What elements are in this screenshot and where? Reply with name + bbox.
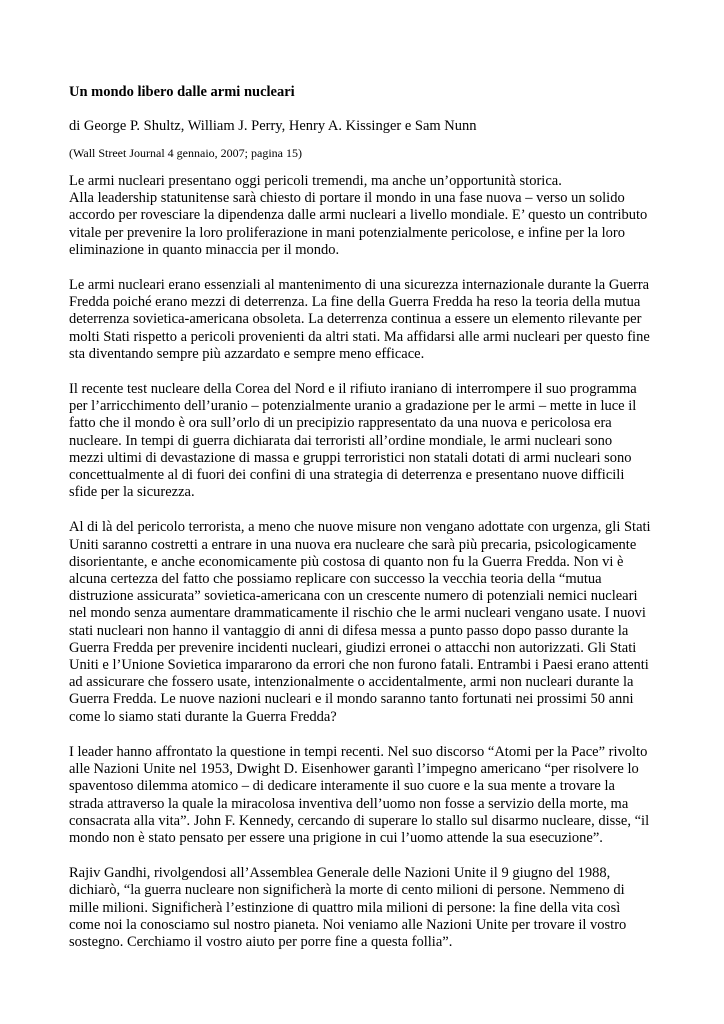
paragraph-line: Le armi nucleari presentano oggi pericoli tremendi, ma anche un’opportunità storica. — [69, 173, 562, 189]
paragraph-line: fatto che il mondo è ora sull’orlo di un precipizio rappresentato da una nuova e pericolosa era — [69, 415, 612, 432]
document-authors: di George P. Shultz, William J. Perry, Henry A. Kissinger e Sam Nunn — [69, 118, 477, 134]
paragraph-line: spaventoso dilemma atomico – di dedicare interamente il suo cuore e la sua mente a trovare la — [69, 778, 615, 795]
paragraph-line: consacrata alla vita”. John F. Kennedy, cercando di superare lo stallo sul disarmo nucleare, disse, “il — [69, 812, 650, 829]
paragraph-line: Guerra Fredda. Le nuove nazioni nucleari e il mondo saranno tanto fortunati nei prossimi 50 anni — [69, 691, 634, 708]
paragraph-line: Il recente test nucleare della Corea del Nord e il rifiuto iraniano di interrompere il suo programma — [69, 381, 637, 398]
paragraph-line: come noi la conosciamo sul nostro pianeta. Noi veniamo alle Nazioni Unite per trovare il vostro — [69, 916, 627, 933]
paragraph-line: nucleare. In tempi di guerra dichiarata dai terroristi all’ordine mondiale, le armi nucleari sono — [69, 432, 613, 449]
paragraph — [69, 277, 669, 363]
paragraph-line: deterrenza sovietica-americana obsoleta. La deterrenza continua a essere un elemento rilevante per — [69, 311, 642, 328]
paragraph-line: Uniti saranno costretti a entrare in una nuova era nucleare che sarà più precaria, psicologicamente — [69, 536, 637, 553]
document-title: Un mondo libero dalle armi nucleari — [69, 84, 295, 100]
paragraph-line: alle Nazioni Unite nel 1953, Dwight D. Eisenhower garantì l’impegno americano “per risolvere lo — [69, 761, 639, 778]
paragraph-line: alcuna certezza del fatto che possiamo replicare con successo la vecchia teoria della “mutua — [69, 571, 602, 588]
document-source: (Wall Street Journal 4 gennaio, 2007; pagina 15) — [69, 146, 302, 160]
paragraph-line: Le armi nucleari erano essenziali al mantenimento di una sicurezza internazionale durante la Guerra — [69, 277, 650, 294]
paragraph — [69, 381, 669, 501]
paragraph — [69, 865, 669, 951]
paragraph-line: mezzi ultimi di devastazione di massa e gruppi terroristici non statali dotati di armi nucleari sono — [69, 449, 632, 466]
paragraph-line: molti Stati rispetto a pericoli provenienti da altri stati. Ma affidarsi alle armi nucleari per questo fine — [69, 328, 650, 345]
paragraph-line: concettualmente al di fuori dei confini di una strategia di deterrenza e presentano nuove difficili — [69, 467, 625, 484]
paragraph-line: strada attraverso la quale la miracolosa inventiva dell’uomo non fosse a servizio della morte, ma — [69, 795, 629, 812]
paragraph-line: sostegno. Cerchiamo il vostro aiuto per porre fine a questa follia”. — [69, 933, 453, 950]
paragraph-line: sfide per la sicurezza. — [69, 484, 195, 501]
paragraph-line: sta diventando sempre più azzardato e sempre meno efficace. — [69, 345, 425, 362]
paragraph-line: stati nucleari non hanno il vantaggio di anni di difesa messa a punto passo dopo passo durante la — [69, 622, 629, 639]
paragraph-line: mille milioni. Significherà l’estinzione di quattro mila milioni di persone: la fine della vita così — [69, 899, 621, 916]
paragraph-line: disorientante, e anche economicamente più costosa di quanto non fu la Guerra Fredda. Non vi è — [69, 553, 624, 570]
paragraph-line: mondo non è stato pensato per essere una prigione in cui l’uomo attende la sua esecuzione”. — [69, 829, 603, 846]
paragraph-line: I leader hanno affrontato la questione in tempi recenti. Nel suo discorso “Atomi per la Pace” rivolto — [69, 743, 648, 760]
paragraph-line: Alla leadership statunitense sarà chiesto di portare il mondo in una fase nuova – verso un solido — [69, 190, 625, 207]
article-body — [69, 173, 669, 951]
paragraph-line: Al di là del pericolo terrorista, a meno che nuove misure non vengano adottate con urgenza, gli Stati — [69, 519, 651, 536]
paragraph-line: eliminazione in quanto minaccia per il mondo. — [69, 241, 340, 258]
paragraph-line: Uniti e l’Unione Sovietica impararono da errori che non furono fatali. Entrambi i Paesi erano attenti — [69, 657, 649, 674]
paragraph — [69, 744, 669, 847]
document-page — [69, 82, 669, 969]
paragraph-line: Rajiv Gandhi, rivolgendosi all’Assemblea Generale delle Nazioni Unite il 9 giugno del 1988, — [69, 865, 611, 882]
paragraph — [69, 173, 669, 259]
paragraph-line: accordo per rovesciare la dipendenza dalle armi nucleari a livello mondiale. E’ questo un contributo — [69, 207, 648, 224]
paragraph-line: distruzione assicurata” sovietica-americana con un crescente numero di potenziali nemici nucleari — [69, 588, 638, 605]
paragraph-line: come lo siamo stati durante la Guerra Fredda? — [69, 708, 337, 725]
paragraph-line: vitale per prevenire la loro proliferazione in mani potenzialmente pericolose, e infine per la loro — [69, 224, 625, 241]
paragraph — [69, 519, 669, 725]
paragraph-line: Fredda poiché erano mezzi di deterrenza. La fine della Guerra Fredda ha reso la teoria della mutua — [69, 294, 641, 311]
paragraph-line: nel mondo senza aumentare drammaticamente il rischio che le armi nucleari vengano usate. I nuovi — [69, 605, 646, 622]
paragraph-line: ad assicurare che fossero usate, intenzionalmente o accidentalmente, armi non nucleari durante la — [69, 674, 634, 691]
paragraph-line: dichiarò, “la guerra nucleare non significherà la morte di cento milioni di persone. Nemmeno di — [69, 882, 625, 899]
paragraph-line: Guerra Fredda per prevenire incidenti nucleari, giudizi erronei o attacchi non autorizzati. Gli Stati — [69, 639, 637, 656]
paragraph-line: per l’arricchimento dell’uranio – potenzialmente uranio a gradazione per le armi – mette in luce il — [69, 398, 637, 415]
